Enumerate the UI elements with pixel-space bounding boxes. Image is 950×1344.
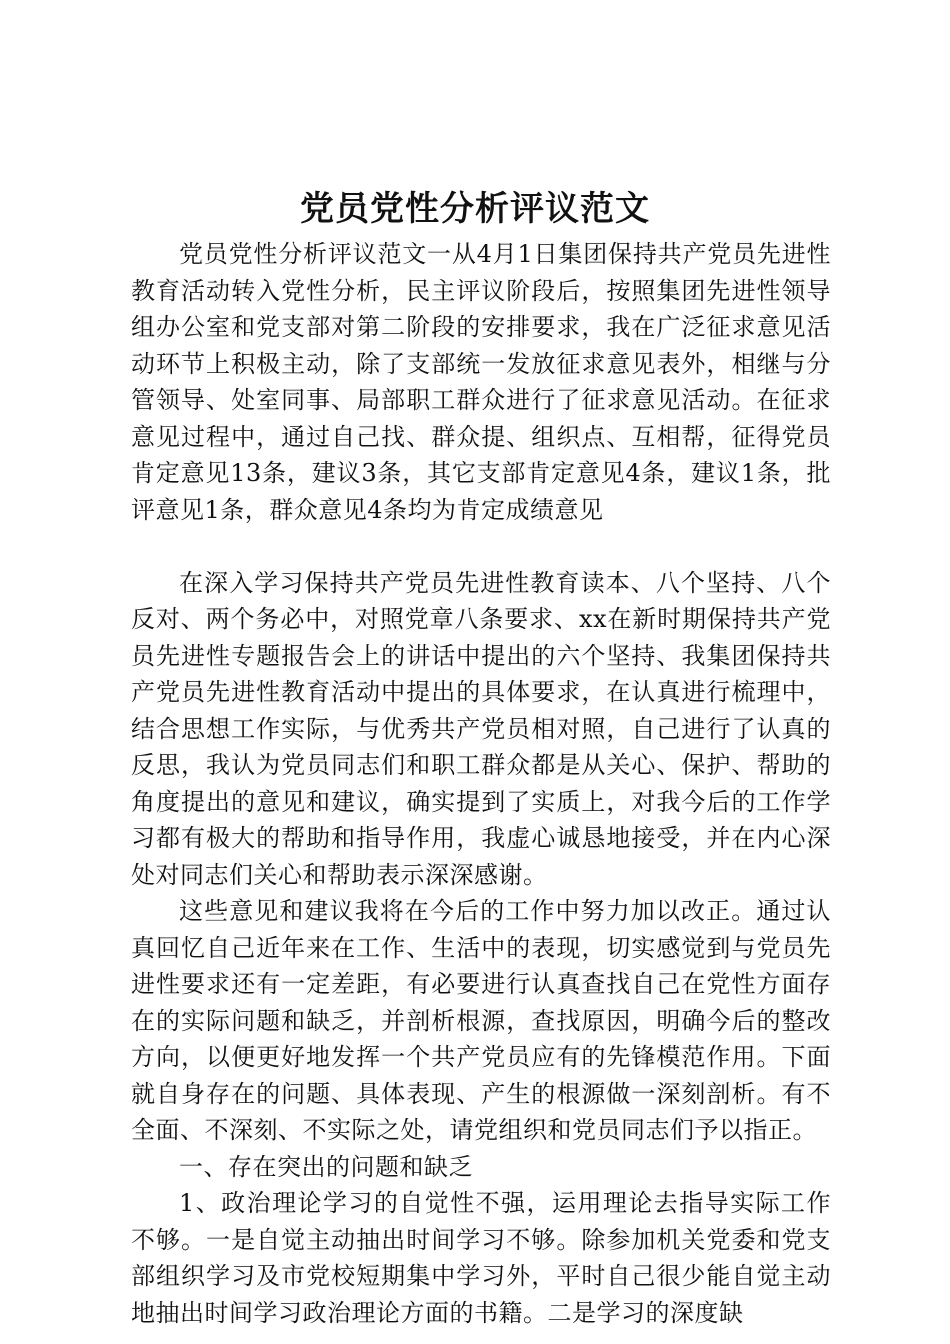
section-heading-problems: 一、存在突出的问题和缺乏 <box>179 1152 473 1181</box>
paragraph-correction: 这些意见和建议我将在今后的工作中努力加以改正。通过认真回忆自己近年来在工作、生活中的表现，切实感觉到与党员先进性要求还有一定差距，有必要进行认真查找自己在党性方面存在的实际问题和缺乏，并剖析根源，查找原因，明确今后的整改方向，以便更好地发挥一个共产党员应有的先锋模范作用。下面就自身存在的问题、具体表现、产生的根源做一深刻剖析。有不全面、不深刻、不实际之处，请党组织和党员同志们予以指正。 <box>131 897 831 1144</box>
paragraph-reflection: 在深入学习保持共产党员先进性教育读本、八个坚持、八个反对、两个务必中，对照党章八条要求、xx在新时期保持共产党员先进性专题报告会上的讲话中提出的六个坚持、我集团保持共产党员先进性教育活动中提出的具体要求，在认真进行梳理中，结合思想工作实际，与优秀共产党员相对照，自己进行了认真的反思，我认为党员同志们和职工群众都是从关心、保护、帮助的角度提出的意见和建议，确实提到了实质上，对我今后的工作学习都有极大的帮助和指导作用，我虚心诚恳地接受，并在内心深处对同志们关心和帮助表示深深感谢。 <box>131 568 831 889</box>
paragraph-intro: 党员党性分析评议范文一从4月1日集团保持共产党员先进性教育活动转入党性分析，民主评议阶段后，按照集团先进性领导组办公室和党支部对第二阶段的安排要求，我在广泛征求意见活动环节上积极主动，除了支部统一发放征求意见表外，相继与分管领导、处室同事、局部职工群众进行了征求意见活动。在征求意见过程中，通过自己找、群众提、组织点、互相帮，征得党员肯定意见13条，建议3条，其它支部肯定意见4条，建议1条，批评意见1条，群众意见4条均为肯定成绩意见 <box>131 240 831 524</box>
document-title: 党员党性分析评议范文 <box>300 189 650 229</box>
document-body <box>131 236 831 1331</box>
paragraph-problem-1: 1、政治理论学习的自觉性不强，运用理论去指导实际工作不够。一是自觉主动抽出时间学习不够。除参加机关党委和党支部组织学习及市党校短期集中学习外，平时自己很少能自觉主动地抽出时间学习政治理论方面的书籍。二是学习的深度缺 <box>131 1189 831 1327</box>
paragraph-spacer <box>131 528 831 565</box>
